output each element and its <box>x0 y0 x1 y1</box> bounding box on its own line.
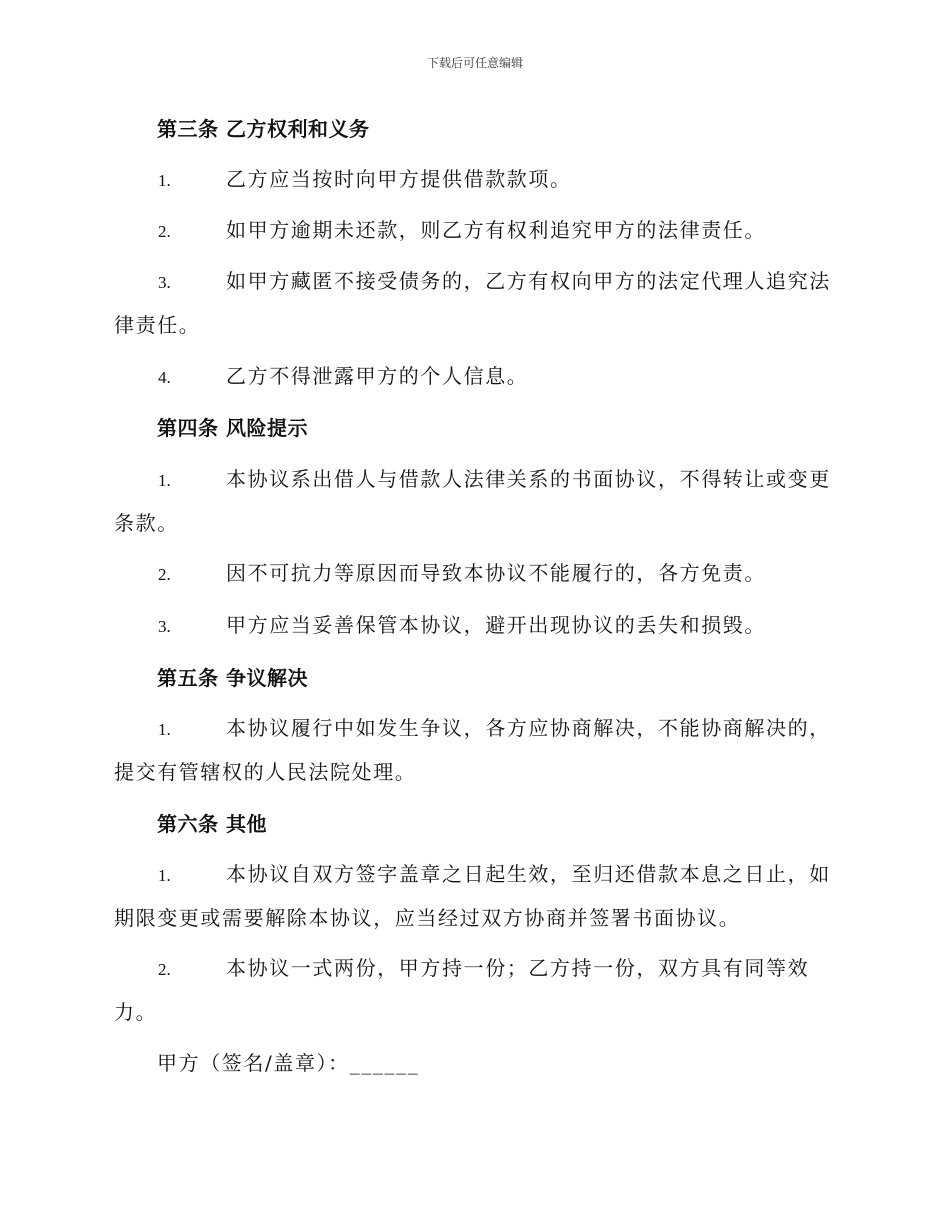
clause-number: 1. <box>158 471 171 490</box>
clause-number: 1. <box>158 866 171 885</box>
clause-number: 2. <box>158 960 171 979</box>
clause-text: 本协议履行中如发生争议，各方应协商解决，不能协商解决的，提交有管辖权的人民法院处理。 <box>114 716 831 784</box>
clause-text: 因不可抗力等原因而导致本协议不能履行的，各方免责。 <box>226 561 766 585</box>
clause-text: 如甲方藏匿不接受债务的，乙方有权向甲方的法定代理人追究法律责任。 <box>114 269 831 337</box>
clause-number: 4. <box>158 368 171 387</box>
section-heading-3: 第三条 乙方权利和义务 <box>157 117 370 141</box>
clause-3-2 <box>114 209 834 253</box>
clause-6-1 <box>114 853 834 940</box>
clause-text: 如甲方逾期未还款，则乙方有权利追究甲方的法律责任。 <box>226 218 766 242</box>
clause-4-2 <box>114 552 834 596</box>
clause-3-1 <box>114 158 834 202</box>
clause-number: 2. <box>158 565 171 584</box>
clause-text: 乙方应当按时向甲方提供借款款项。 <box>226 167 572 191</box>
clause-text: 本协议自双方签字盖章之日起生效，至归还借款本息之日止，如期限变更或需要解除本协议，应当经过双方协商并签署书面协议。 <box>114 862 831 930</box>
section-heading-4: 第四条 风险提示 <box>157 416 308 440</box>
clause-text: 本协议一式两份，甲方持一份；乙方持一份，双方具有同等效力。 <box>114 956 810 1024</box>
clause-4-3 <box>114 604 834 648</box>
clause-4-1 <box>114 458 834 545</box>
clause-number: 3. <box>158 617 171 636</box>
clause-3-3 <box>114 260 834 347</box>
clause-3-4 <box>114 355 834 399</box>
clause-number: 1. <box>158 720 171 739</box>
clause-text: 甲方应当妥善保管本协议，避开出现协议的丢失和损毁。 <box>226 613 766 637</box>
section-heading-6: 第六条 其他 <box>157 812 267 836</box>
clause-6-2 <box>114 947 834 1034</box>
page-header: 下载后可任意编辑 <box>426 56 523 70</box>
clause-number: 3. <box>158 273 171 292</box>
section-heading-5: 第五条 争议解决 <box>157 666 308 690</box>
clause-5-1 <box>114 707 834 794</box>
clause-number: 1. <box>158 171 171 190</box>
clause-number: 2. <box>158 222 171 241</box>
party-a-signature-line: 甲方（签名/盖章）：______ <box>157 1051 420 1075</box>
clause-text: 本协议系出借人与借款人法律关系的书面协议，不得转让或变更条款。 <box>114 467 831 535</box>
clause-text: 乙方不得泄露甲方的个人信息。 <box>226 364 529 388</box>
